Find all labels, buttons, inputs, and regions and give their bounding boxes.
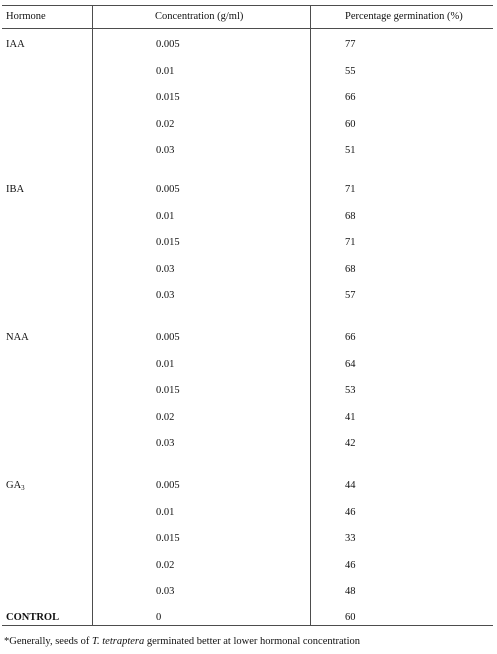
header-hormone: Hormone xyxy=(6,11,46,22)
control-germination: 60 xyxy=(345,612,356,623)
germination-cell: 51 xyxy=(345,145,356,156)
footnote-before: *Generally, seeds of xyxy=(4,636,92,647)
germination-cell: 48 xyxy=(345,586,356,597)
germination-cell: 46 xyxy=(345,560,356,571)
table-top-rule xyxy=(2,5,493,6)
germination-cell: 42 xyxy=(345,438,356,449)
germination-cell: 60 xyxy=(345,119,356,130)
control-concentration: 0 xyxy=(156,612,162,623)
hormone-label: NAA xyxy=(6,332,29,343)
concentration-cell: 0.01 xyxy=(156,507,175,518)
germination-cell: 66 xyxy=(345,332,356,343)
concentration-cell: 0.03 xyxy=(156,438,175,449)
concentration-cell: 0.03 xyxy=(156,586,175,597)
germination-cell: 41 xyxy=(345,412,356,423)
germination-cell: 44 xyxy=(345,480,356,491)
concentration-cell: 0.03 xyxy=(156,264,175,275)
concentration-cell: 0.015 xyxy=(156,237,180,248)
hormone-label: IBA xyxy=(6,184,25,195)
concentration-cell: 0.03 xyxy=(156,145,175,156)
germination-cell: 66 xyxy=(345,92,356,103)
concentration-cell: 0.005 xyxy=(156,184,180,195)
germination-cell: 68 xyxy=(345,211,356,222)
header-bottom-rule xyxy=(2,28,493,29)
concentration-cell: 0.02 xyxy=(156,412,175,423)
header-germination: Percentage germination (%) xyxy=(345,11,463,22)
footnote xyxy=(4,636,360,647)
concentration-cell: 0.01 xyxy=(156,359,175,370)
concentration-cell: 0.015 xyxy=(156,385,180,396)
footnote-species: T. tetraptera xyxy=(91,636,145,647)
germination-cell: 71 xyxy=(345,184,356,195)
control-label: CONTROL xyxy=(6,612,60,623)
germination-cell: 55 xyxy=(345,66,356,77)
concentration-cell: 0.005 xyxy=(156,332,180,343)
germination-cell: 33 xyxy=(345,533,356,544)
table-bottom-rule xyxy=(2,625,493,626)
concentration-cell: 0.015 xyxy=(156,533,180,544)
concentration-cell: 0.015 xyxy=(156,92,180,103)
germination-cell: 46 xyxy=(345,507,356,518)
footnote-after: germinated better at lower hormonal concentration xyxy=(144,636,361,647)
hormone-label xyxy=(6,480,25,492)
germination-cell: 64 xyxy=(345,359,356,370)
concentration-cell: 0.01 xyxy=(156,66,175,77)
concentration-cell: 0.005 xyxy=(156,39,180,50)
concentration-cell: 0.01 xyxy=(156,211,175,222)
germination-cell: 71 xyxy=(345,237,356,248)
column-divider-1 xyxy=(92,5,93,625)
column-divider-2 xyxy=(310,5,311,625)
concentration-cell: 0.03 xyxy=(156,290,175,301)
germination-cell: 77 xyxy=(345,39,356,50)
hormone-label-text: GA xyxy=(6,480,22,491)
concentration-cell: 0.02 xyxy=(156,560,175,571)
concentration-cell: 0.005 xyxy=(156,480,180,491)
hormone-label: IAA xyxy=(6,39,25,50)
germination-cell: 57 xyxy=(345,290,356,301)
header-concentration: Concentration (g/ml) xyxy=(155,11,244,22)
hormone-subscript: 3 xyxy=(21,484,25,492)
concentration-cell: 0.02 xyxy=(156,119,175,130)
germination-cell: 53 xyxy=(345,385,356,396)
germination-cell: 68 xyxy=(345,264,356,275)
